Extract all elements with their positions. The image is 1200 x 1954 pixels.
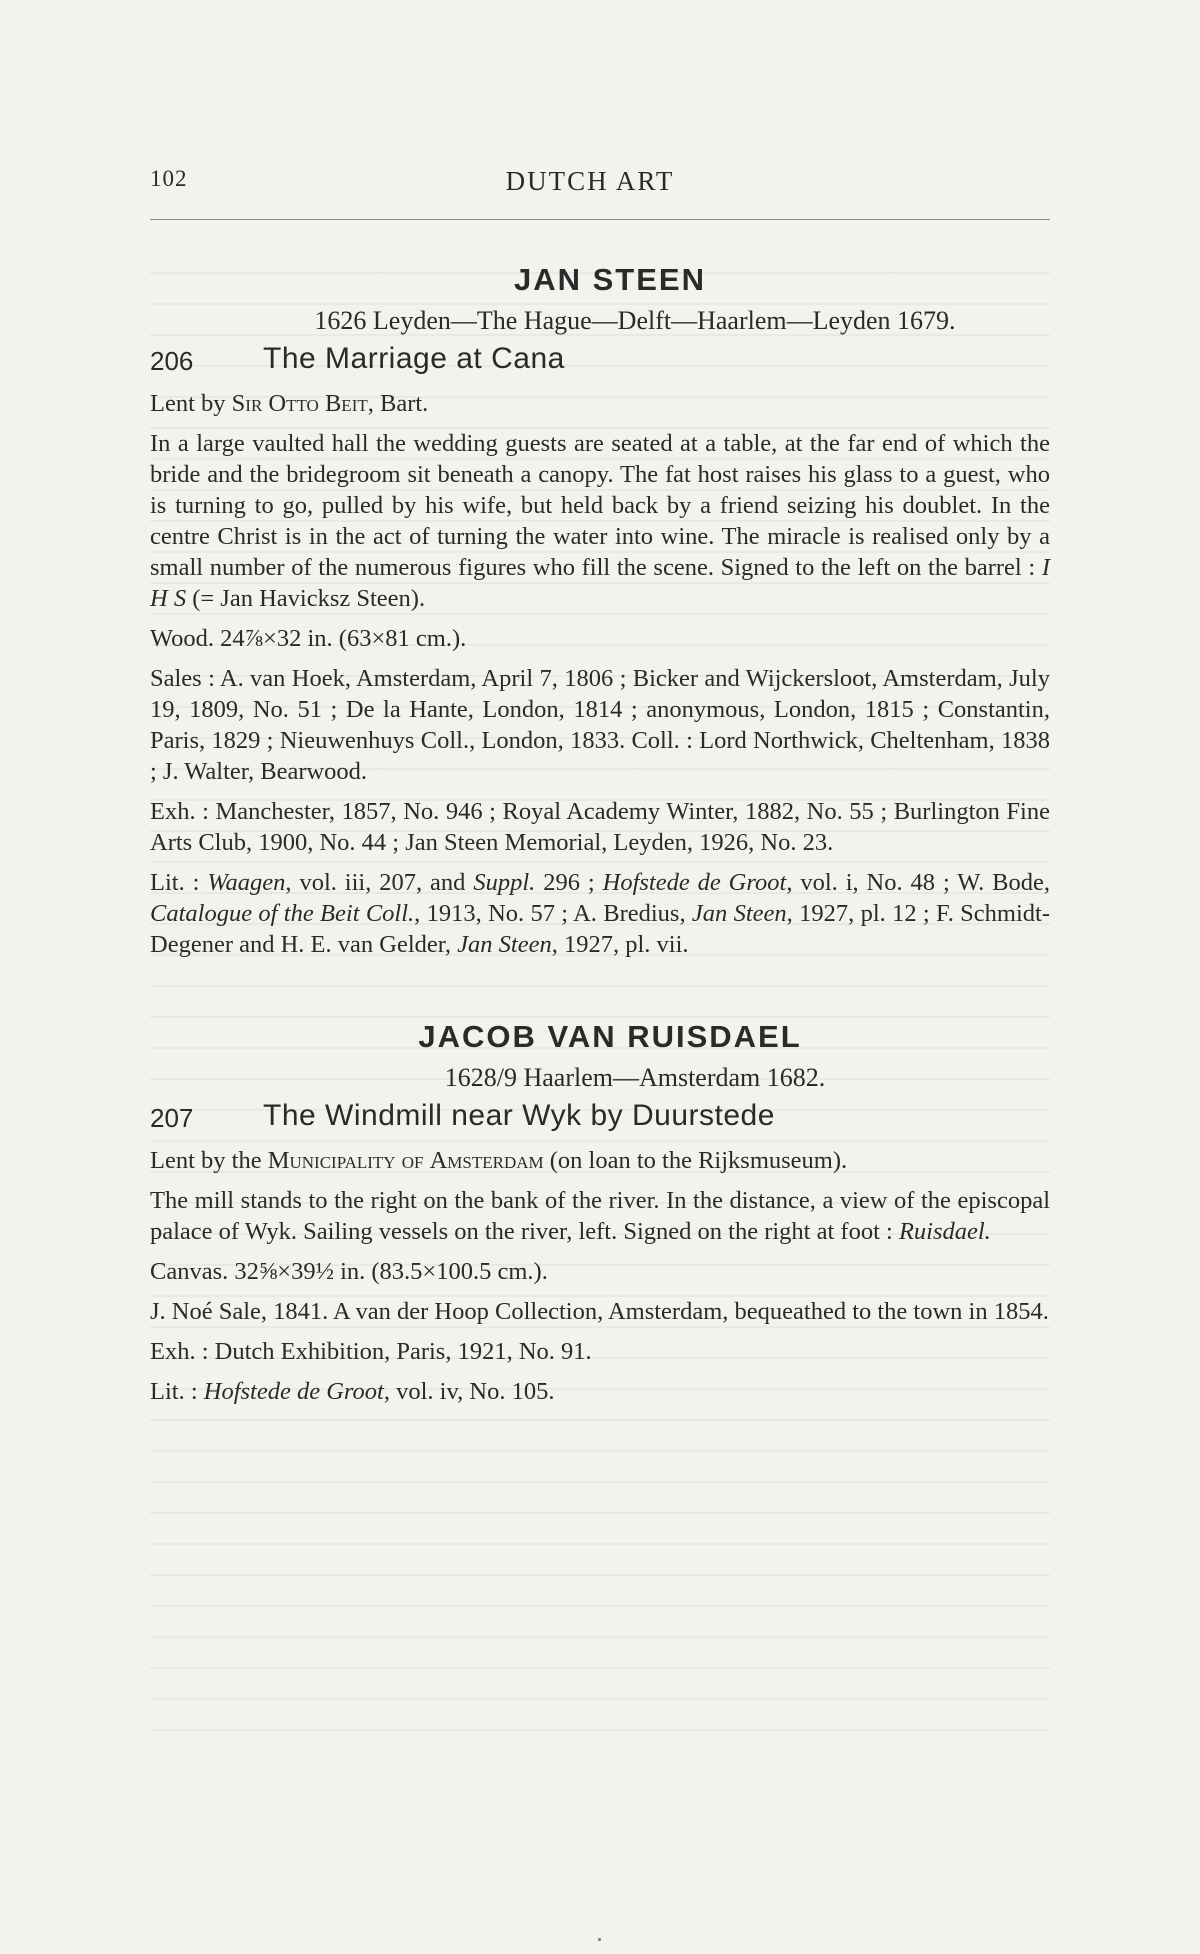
signature: Ruisdael.	[898, 1218, 991, 1245]
description-text: In a large vaulted hall the wedding guests are seated at a table, at the far end of which the bride and the bridegroom sit beneath a canopy. The fat host raises his glass to a guest, who is turning to go, pulled by his wife, but held back by a friend seizing his doublet. In the centre Christ is in the act of turning the water into wine. The miracle is realised only by a small number of the numerous figures who fill the scene. Signed to the left on the barrel :	[150, 430, 1050, 581]
lent-suffix: , Bart.	[367, 390, 429, 417]
page-number: 102	[150, 166, 188, 191]
literature-ref-italic: Hofstede de Groot	[602, 869, 787, 896]
running-title: DUTCH ART	[505, 166, 675, 196]
lender-name: Amsterdam	[429, 1147, 544, 1174]
artist-name: JAN STEEN	[514, 262, 706, 297]
literature-ref: , 1927, pl. vii.	[551, 931, 689, 958]
lent-prefix: Lent by	[150, 390, 226, 417]
literature-ref-italic: Jan Steen	[457, 931, 552, 958]
lender-name: Sir Otto Beit	[231, 390, 368, 417]
lender-line	[150, 1145, 1050, 1176]
lender-name: Municipality	[267, 1147, 396, 1174]
literature-ref-italic: Hofstede de Groot	[203, 1378, 384, 1405]
description	[150, 428, 1050, 614]
work-title: The Marriage at Cana	[263, 342, 565, 375]
literature-ref: , vol. iii, 207, and	[285, 869, 474, 896]
page-header	[150, 166, 1050, 206]
literature	[150, 867, 1050, 960]
literature-ref-italic: Jan Steen	[691, 900, 787, 927]
page-speck	[598, 1938, 601, 1941]
literature-ref-italic: Suppl.	[473, 869, 536, 896]
literature-ref-italic: Catalogue of the Beit Coll.	[150, 900, 415, 927]
entry-heading	[150, 342, 1050, 388]
signature-note: (= Jan Havicksz Steen).	[192, 585, 426, 612]
literature-ref-italic: Waagen	[207, 869, 286, 896]
literature-ref: , 1913, No. 57 ; A. Bredius,	[414, 900, 692, 927]
artist-dates: 1628/9 Haarlem—Amsterdam 1682.	[444, 1063, 826, 1092]
entry-heading	[150, 1099, 1050, 1145]
sales-provenance: Sales : A. van Hoek, Amsterdam, April 7, 1806 ; Bicker and Wijckersloot, Amsterdam, July 19, 1809, No. 51 ; De la Hante, London, 1814 ; anonymous, London, 1815 ; Constantin, Paris, 1829 ; Nieuwenhuys Coll., London, 1833. Coll. : Lord Northwick, Cheltenham, 1838 ; J. Walter, Bearwood.	[150, 665, 1050, 785]
catalogue-number: 206	[150, 346, 194, 376]
section-gap	[150, 969, 1050, 1019]
literature-label: Lit. :	[150, 1378, 204, 1405]
work-title: The Windmill near Wyk by Duurstede	[263, 1099, 775, 1132]
lender-line	[150, 388, 1050, 419]
literature-ref: , vol. i, No. 48 ; W. Bode,	[786, 869, 1051, 896]
description-text: The mill stands to the right on the bank of the river. In the distance, a view of the episcopal palace of Wyk. Sailing vessels on the river, left. Signed on the right at foot :	[150, 1187, 1050, 1245]
medium-dimensions: Canvas. 32⅝×39½ in. (83.5×100.5 cm.).	[150, 1258, 548, 1285]
exhibitions: Exh. : Manchester, 1857, No. 946 ; Royal Academy Winter, 1882, No. 55 ; Burlington Fine Arts Club, 1900, No. 44 ; Jan Steen Memorial, Leyden, 1926, No. 23.	[150, 798, 1050, 856]
description	[150, 1185, 1050, 1247]
artist-dates: 1626 Leyden—The Hague—Delft—Haarlem—Leyden 1679.	[314, 306, 956, 335]
catalogue-text	[150, 262, 1050, 1416]
literature-label: Lit. :	[150, 869, 208, 896]
exhibitions: Exh. : Dutch Exhibition, Paris, 1921, No. 91.	[150, 1338, 592, 1365]
sales-provenance: J. Noé Sale, 1841. A van der Hoop Collection, Amsterdam, bequeathed to the town in 1854.	[150, 1298, 1049, 1325]
catalogue-entry-207	[150, 1019, 1050, 1407]
lent-prefix: Lent by the	[150, 1147, 262, 1174]
artist-name: JACOB VAN RUISDAEL	[418, 1019, 802, 1054]
header-rule	[150, 219, 1050, 220]
catalogue-number: 207	[150, 1103, 194, 1133]
literature	[150, 1376, 1050, 1407]
literature-ref: 296 ;	[535, 869, 603, 896]
lent-suffix: (on loan to the Rijksmuseum).	[549, 1147, 848, 1174]
literature-ref: , vol. iv, No. 105.	[383, 1378, 555, 1405]
medium-dimensions: Wood. 24⅞×32 in. (63×81 cm.).	[150, 625, 467, 652]
lender-name: of	[401, 1147, 424, 1174]
catalogue-entry-206	[150, 262, 1050, 960]
literature-ref: , 1927, pl. 12 ; F. Schmidt-Degener and H. E. van Gelder,	[150, 900, 1050, 958]
signature: I H S	[150, 554, 1050, 612]
